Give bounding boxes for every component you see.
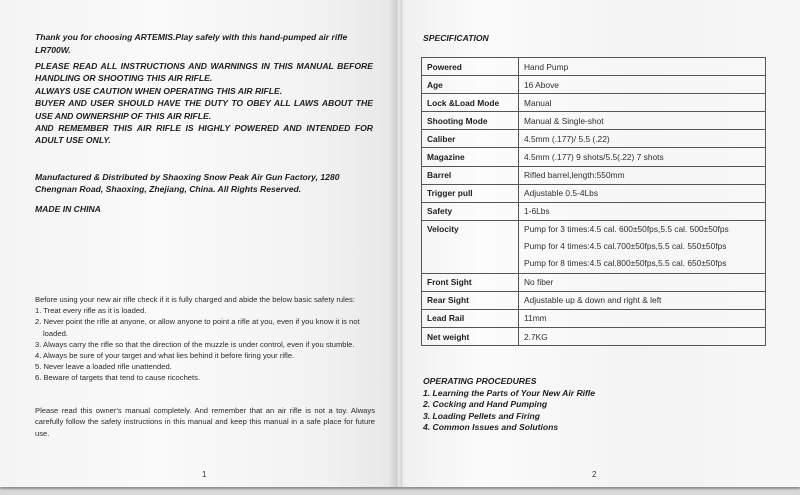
table-row [422,328,766,346]
table-row [422,112,766,130]
page-number: 1 [202,470,207,479]
warning-line: BUYER AND USER SHOULD HAVE THE DUTY TO OBEY ALL LAWS ABOUT THE USE AND OWNERSHIP OF THIS AIR RIFLE. [35,98,373,121]
velocity-line: Pump for 3 times:4.5 cal. 600±50fps,5.5 cal. 500±50fps [524,223,729,234]
safety-rule: 2. Never point the rifle at anyone, or allow anyone to point a rifle at you, even if you know it is not loaded. [35,317,360,338]
spec-label: Rear Sight [422,291,519,309]
spec-label: Powered [422,58,519,76]
velocity-values [519,220,766,273]
warning-line: PLEASE READ ALL INSTRUCTIONS AND WARNINGS IN THIS MANUAL BEFORE HANDLING OR SHOOTING THIS AIR RIFLE. [35,61,373,84]
table-row [422,273,766,291]
spec-value: Manual & Single-shot [519,112,766,130]
spec-label: Age [422,76,519,94]
spec-title: SPECIFICATION [423,33,489,43]
table-row [422,184,766,202]
spec-label: Barrel [422,166,519,184]
spec-value: 1-6Lbs [519,202,766,220]
spec-value: Hand Pump [519,58,766,76]
spec-label: Front Sight [422,273,519,291]
table-row [422,76,766,94]
safety-rules-list [35,305,375,383]
operating-procedures [423,376,595,434]
spec-label: Lock &Load Mode [422,94,519,112]
spec-label: Velocity [422,220,519,273]
intro-paragraph: Thank you for choosing ARTEMIS.Play safely with this hand-pumped air rifle LR700W. [35,32,348,55]
made-in-label: MADE IN CHINA [35,204,101,214]
spec-value: Manual [519,94,766,112]
velocity-line: Pump for 8 times:4.5 cal.800±50fps,5.5 cal. 650±50fps [524,258,727,269]
spec-table [421,57,766,346]
spec-label: Shooting Mode [422,112,519,130]
safety-rule: 5. Never leave a loaded rifle unattended. [35,362,172,372]
ops-item: 1. Learning the Parts of Your New Air Rifle [423,387,596,398]
spec-value: 16 Above [519,76,766,94]
spec-label: Caliber [422,130,519,148]
table-row [422,291,766,309]
table-row [422,130,766,148]
table-row [422,166,766,184]
intro-text [35,31,373,62]
table-row [422,309,766,327]
table-row [422,94,766,112]
spec-value: 11mm [519,309,766,327]
warnings-block [35,60,373,147]
spec-label: Safety [422,202,519,220]
safety-lead: Before using your new air rifle check if it is fully charged and abide the below basic safety rules: [35,295,355,304]
spec-value: Adjustable up & down and right & left [519,291,766,309]
velocity-line: Pump for 4 times:4.5 cal.700±50fps,5.5 cal. 550±50fps [524,241,727,252]
safety-rules-block [35,294,375,384]
table-row [422,58,766,76]
warning-line: ALWAYS USE CAUTION WHEN OPERATING THIS AIR RIFLE. [35,85,283,96]
manufacturer-text: Manufactured & Distributed by Shaoxing Snow Peak Air Gun Factory, 1280 Chengnan Road, Shaoxing, Zhejiang, China. All Rights Reserved. [35,172,340,195]
closing-paragraph: Please read this owner's manual completely. And remember that an air rifle is not a toy. Always carefully follow the safety instructions in this manual and keep this manual in a safe place for future use. [35,406,375,438]
ops-title: OPERATING PROCEDURES [423,376,537,386]
spec-value: 4.5mm (.177)/ 5.5 (.22) [519,130,766,148]
table-row-velocity [422,220,766,273]
table-row [422,202,766,220]
spec-label: Net weight [422,328,519,346]
spec-label: Lead Rail [422,309,519,327]
page-left [0,0,396,487]
safety-rule: 6. Beware of targets that tend to cause ricochets. [35,373,201,383]
warning-line: AND REMEMBER THIS AIR RIFLE IS HIGHLY POWERED AND INTENDED FOR ADULT USE ONLY. [35,123,373,146]
spec-value: Rifled barrel,length:550mm [519,166,766,184]
spec-value: Adjustable 0.5-4Lbs [519,184,766,202]
spec-value: No fiber [519,273,766,291]
ops-item: 2. Cocking and Hand Pumping [423,399,548,410]
spec-label: Trigger pull [422,184,519,202]
ops-item: 3. Loading Pellets and Firing [423,410,540,421]
spec-value: 4.5mm (.177) 9 shots/5.5(.22) 7 shots [519,148,766,166]
safety-rule: 3. Always carry the rifle so that the direction of the muzzle is under control, even if you stumble. [35,339,355,349]
spec-label: Magazine [422,148,519,166]
safety-rule: 1. Treat every rifle as it is loaded. [35,306,147,316]
safety-rule: 4. Always be sure of your target and what lies behind it before firing your rifle. [35,351,295,361]
spec-value: 2.7KG [519,328,766,346]
page-number: 2 [592,470,597,479]
ops-item: 4. Common Issues and Solutions [423,422,559,433]
table-row [422,148,766,166]
